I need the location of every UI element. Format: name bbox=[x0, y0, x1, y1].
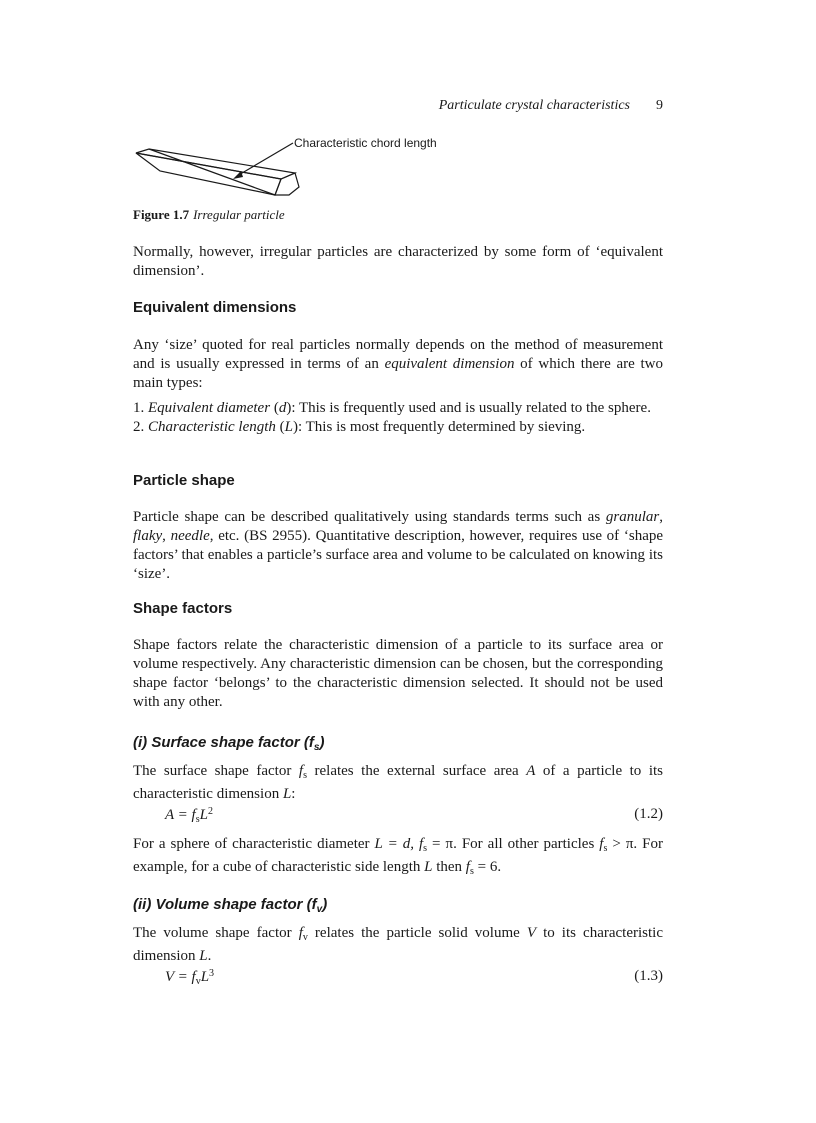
figure-irregular-particle bbox=[133, 132, 473, 202]
factors-paragraph bbox=[133, 636, 663, 712]
caption-text: Irregular particle bbox=[193, 207, 285, 222]
intro-paragraph bbox=[133, 243, 663, 281]
equivalent-paragraph bbox=[133, 336, 663, 393]
heading-equivalent-dimensions: Equivalent dimensions bbox=[133, 299, 297, 316]
page-number: 9 bbox=[656, 98, 663, 113]
heading-volume-shape-factor: (ii) Volume shape factor $(f_v)$ bbox=[133, 896, 328, 915]
equation-1-2-formula: $A = f_sL^2$ bbox=[165, 806, 213, 825]
heading-particle-shape: Particle shape bbox=[133, 472, 235, 489]
heading-shape-factors: Shape factors bbox=[133, 600, 233, 617]
sphere-paragraph bbox=[133, 835, 663, 881]
shape-paragraph bbox=[133, 508, 663, 584]
surface-paragraph bbox=[133, 762, 663, 804]
section-volume-factor bbox=[133, 896, 663, 915]
chord-line bbox=[149, 149, 275, 195]
running-title: Particulate crystal characteristics bbox=[438, 98, 630, 113]
caption-number: Figure 1.7 bbox=[133, 207, 190, 222]
equation-1-2-number: (1.2) bbox=[634, 806, 663, 822]
equivalent-list bbox=[133, 399, 663, 437]
particle-end-face bbox=[275, 173, 299, 195]
volume-text: The volume shape factor $f_v$ relates the particle solid volume V to its characteristic dimension L. bbox=[133, 925, 663, 964]
section-particle-shape bbox=[133, 472, 663, 489]
section-shape-factors bbox=[133, 600, 663, 617]
list-item-characteristic-length: 2. Characteristic length (L): This is most frequently determined by sieving. bbox=[133, 419, 586, 435]
equation-1-3-number: (1.3) bbox=[634, 968, 663, 984]
sphere-text: For a sphere of characteristic diameter L = d, $f_s = \pi$. For all other particles $f_s > \pi$. For example, for a cube of characteristic side length L then $f_s = 6$. bbox=[133, 836, 663, 877]
equivalent-text: Any ‘size’ quoted for real particles normally depends on the method of measurement and is usually expressed in terms of an equivalent dimension of which there are two main types: bbox=[133, 337, 664, 391]
list-item-equivalent-diameter: 1. Equivalent diameter (d): This is frequently used and is usually related to the sphere. bbox=[133, 400, 651, 416]
heading-surface-shape-factor: (i) Surface shape factor $(f_s)$ bbox=[133, 734, 325, 753]
volume-paragraph bbox=[133, 924, 663, 966]
figure-caption bbox=[133, 207, 285, 223]
running-head bbox=[439, 98, 663, 114]
equation-1-3-formula: $V = f_vL^3$ bbox=[165, 968, 215, 987]
figure-label: Characteristic chord length bbox=[294, 136, 437, 150]
surface-text: The surface shape factor $f_s$ relates the external surface area A of a particle to its characteristic dimension L: bbox=[133, 763, 663, 802]
factors-text: Shape factors relate the characteristic dimension of a particle to its surface area or volume respectively. Any characteristic dimension can be chosen, but the corresponding shape factor ‘belongs’ to the characteristic dimension selected. It should not be used with any other. bbox=[133, 637, 663, 710]
section-equivalent bbox=[133, 299, 663, 316]
shape-text: Particle shape can be described qualitatively using standards terms such as granular, flaky, needle, etc. (BS 2955). Quantitative description, however, requires use of ‘shape factors’ that enables a particle’s surface area and volume to be calculated on knowing its ‘size’. bbox=[133, 509, 664, 582]
intro-text: Normally, however, irregular particles are characterized by some form of ‘equivalent dimension’. bbox=[133, 244, 663, 279]
section-surface-factor bbox=[133, 734, 663, 753]
